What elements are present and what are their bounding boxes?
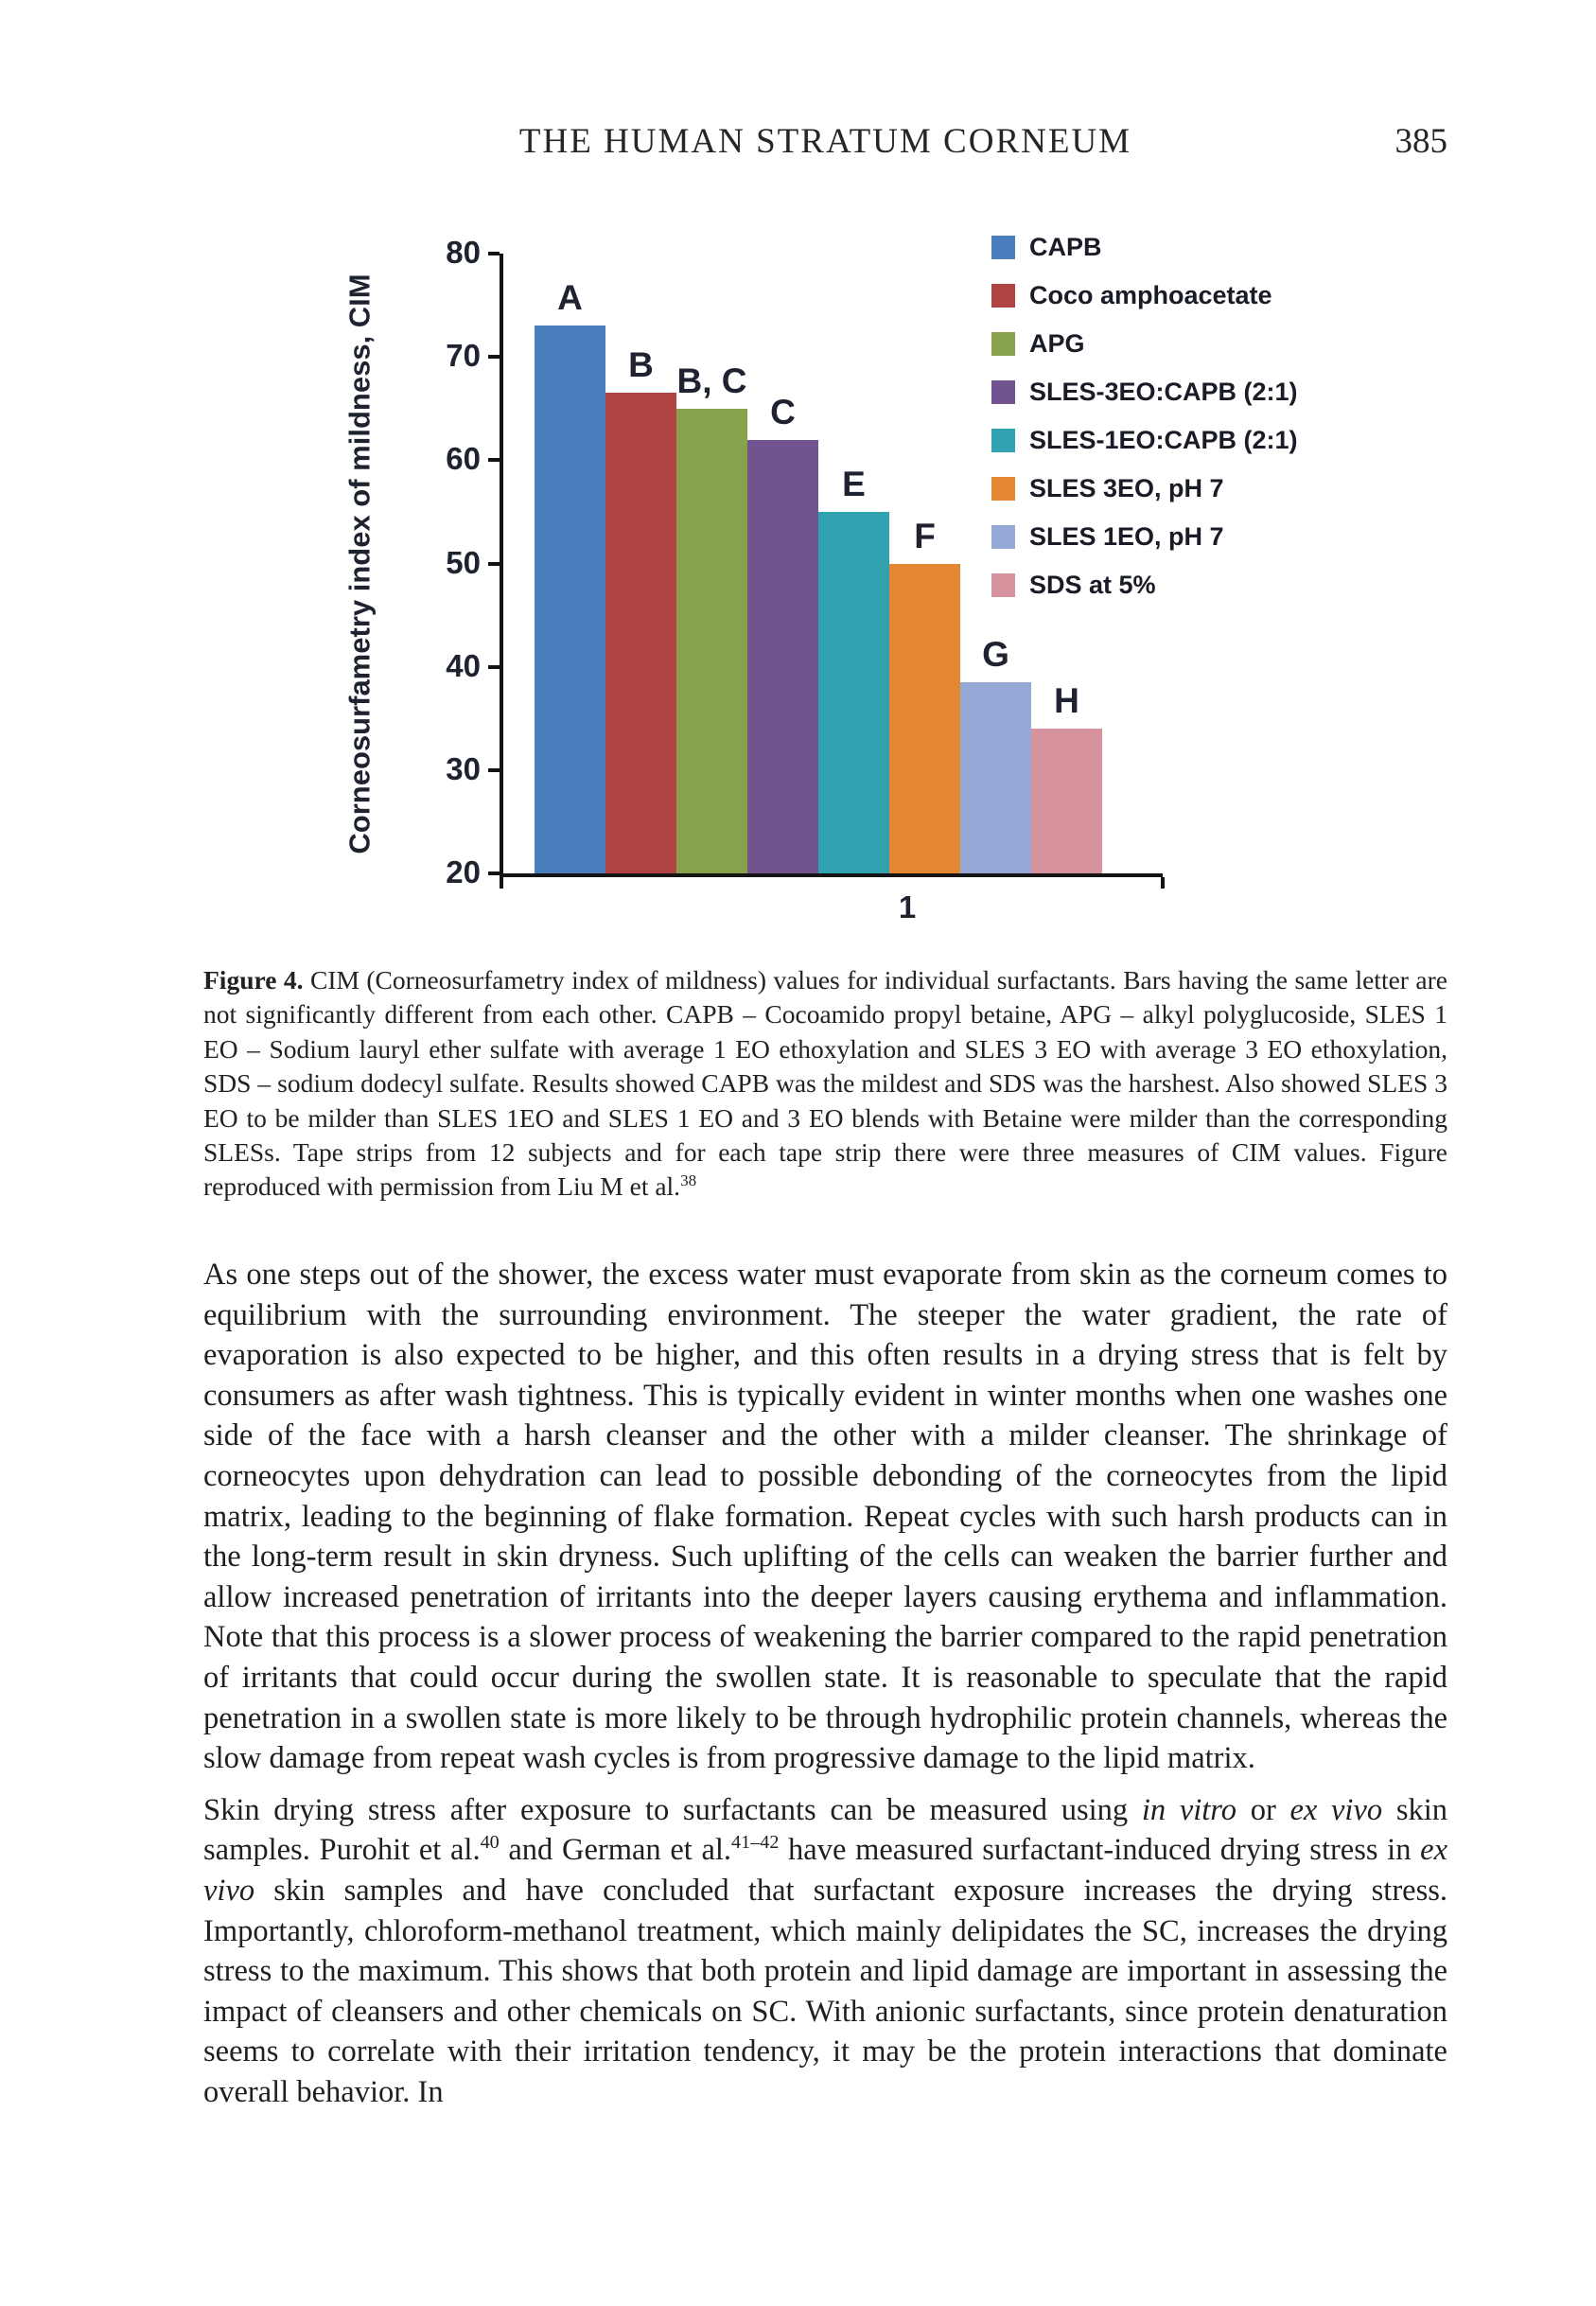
y-axis-tick-mark: [488, 458, 500, 462]
bar-sles-3eo-ph-7: [889, 564, 960, 874]
legend-item: [991, 328, 1304, 358]
legend-label: SLES-3EO:CAPB (2:1): [1029, 377, 1298, 406]
body-paragraph-1: As one steps out of the shower, the excess water must evaporate from skin as the corneum comes to equilibrium with the surrounding environment. The steeper the water gradient, the rate of evaporation is also expected to be higher, and this often results in a drying stress that is felt by consumers as after wash tightness. This is typically evident in winter months when one washes one side of the face with a harsh cleanser and the other with a milder cleanser. The shrinkage of corneocytes upon dehydration can lead to possible debonding of the corneocytes from the lipid matrix, leading to the beginning of flake formation. Repeat cycles with such harsh products can in the long-term result in skin dryness. Such uplifting of the cells can weaken the barrier further and allow increased penetration of irritants into the deeper layers causing erythema and inflammation. Note that this process is a slower process of weakening the barrier compared to the rapid penetration of irritants that could occur during the swollen state. It is reasonable to speculate that the rapid penetration in a swollen state is more likely to be through hydrophilic protein channels, whereas the slow damage from repeat wash cycles is from progressive damage to the lipid matrix.: [203, 1258, 1447, 1776]
running-head-title: THE HUMAN STRATUM CORNEUM: [518, 122, 1132, 161]
bar-significance-letter: F: [914, 516, 936, 555]
legend-swatch-icon: [991, 477, 1015, 501]
figure-caption: [203, 963, 1447, 1205]
figure-4-bar-chart: [343, 216, 1315, 937]
x-axis-right-tick: [1161, 877, 1165, 889]
y-axis-tick-mark: [488, 355, 500, 359]
bar-significance-letter: A: [557, 278, 583, 318]
bar-significance-letter: G: [982, 635, 1009, 675]
legend-swatch-icon: [991, 380, 1015, 404]
y-axis-tick-label: 20: [446, 854, 481, 889]
legend-label: SLES 3EO, pH 7: [1029, 473, 1224, 502]
legend-label: APG: [1029, 328, 1085, 358]
legend-label: SDS at 5%: [1029, 570, 1156, 599]
legend-item: [991, 425, 1304, 454]
text-run: skin samples. Purohit et al.: [203, 1792, 1448, 1868]
legend-swatch-icon: [991, 525, 1015, 549]
figure-caption-label: Figure 4.: [203, 965, 304, 995]
reference-superscript: 40: [480, 1832, 500, 1854]
bar-sles-1eo-ph-7: [960, 682, 1031, 873]
y-axis-tick-label: 70: [446, 338, 481, 374]
text-run: have measured surfactant-induced drying stress in: [779, 1833, 1421, 1868]
legend-item: [991, 379, 1304, 404]
legend-item: [991, 521, 1304, 551]
legend-swatch-icon: [991, 573, 1015, 597]
y-axis-tick-label: 30: [446, 750, 481, 786]
legend-item: [991, 572, 1304, 597]
figure-caption-text: CIM (Corneosurfametry index of mildness) values for individual surfactants. Bars having the same letter are not significantly different from each other. CAPB – Cocoamido propyl betaine, APG – alkyl polyglucoside, SLES 1 EO – Sodium lauryl ether sulfate with average 1 EO ethoxylation and SLES 3 EO with average 3 EO ethoxylation, SDS – sodium dodecyl sulfate. Results showed CAPB was the mildest and SDS was the harshest. Also showed SLES 3 EO to be milder than SLES 1EO and SLES 1 EO and 3 EO blends with Betaine were milder than the corresponding SLESs. Tape strips from 12 subjects and for each tape strip there were three measures of CIM values. Figure reproduced with permission from Liu M et al.: [203, 965, 1447, 1202]
x-axis-left-tick: [500, 877, 503, 889]
bar-sles-3eo-capb-2-1: [747, 440, 818, 874]
legend-swatch-icon: [991, 332, 1015, 356]
y-axis-tick-label: 40: [446, 647, 481, 683]
y-axis-tick-mark: [488, 252, 500, 255]
y-axis-tick-label: 80: [446, 235, 481, 270]
italic-term: ex vivo: [1289, 1792, 1383, 1827]
legend-swatch-icon: [991, 284, 1015, 308]
body-paragraph-2: [203, 1790, 1447, 2113]
legend-label: CAPB: [1029, 232, 1102, 261]
legend-swatch-icon: [991, 429, 1015, 452]
y-axis-tick-mark: [488, 871, 500, 875]
y-axis-tick-mark: [488, 562, 500, 566]
bar-significance-letter: E: [842, 464, 866, 503]
text-run: or: [1236, 1792, 1290, 1827]
y-axis-tick-label: 60: [446, 441, 481, 477]
chart-legend: [991, 232, 1304, 621]
italic-term: ex vivo: [203, 1833, 1447, 1908]
italic-term: in vitro: [1141, 1792, 1237, 1827]
y-axis-tick-mark: [488, 665, 500, 669]
page-number: 385: [1394, 122, 1447, 161]
bar-coco-amphoacetate: [605, 393, 676, 873]
x-axis-tick-label: 1: [898, 889, 917, 924]
bar-sles-1eo-capb-2-1: [818, 512, 889, 873]
y-axis-label: Corneosurfametry index of mildness, CIM: [343, 273, 377, 854]
legend-label: SLES-1EO:CAPB (2:1): [1029, 425, 1298, 454]
text-run: skin samples and have concluded that surfactant exposure increases the drying stress. Importantly, chloroform-methanol treatment, which mainly delipidates the SC, increases the drying stress to the maximum. This shows that both protein and lipid damage are important in assessing the impact of cleansers and other chemicals on SC. With anionic surfactants, since protein denaturation seems to correlate with their irritation tendency, it may be the protein interactions that dominate overall behavior. In: [203, 1873, 1447, 2109]
y-axis-tick-mark: [488, 768, 500, 772]
bar-significance-letter: B: [628, 345, 654, 385]
bar-significance-letter: H: [1054, 681, 1079, 721]
text-run: Skin drying stress after exposure to surfactants can be measured using: [203, 1792, 1142, 1827]
bar-significance-letter: B, C: [676, 361, 747, 400]
caption-reference-superscript: 38: [680, 1171, 697, 1190]
legend-item: [991, 280, 1304, 309]
legend-item: [991, 473, 1304, 502]
reference-superscript: 41–42: [731, 1832, 780, 1854]
bar-capb: [535, 326, 605, 873]
legend-swatch-icon: [991, 236, 1015, 259]
legend-label: SLES 1EO, pH 7: [1029, 521, 1224, 551]
body-text: [203, 1255, 1447, 2123]
y-axis-tick-label: 50: [446, 544, 481, 580]
bar-sds-at-5: [1031, 729, 1102, 873]
text-run: and German et al.: [499, 1833, 732, 1868]
bar-significance-letter: C: [770, 392, 796, 431]
bar-apg: [676, 409, 747, 873]
legend-item: [991, 232, 1304, 261]
legend-label: Coco amphoacetate: [1029, 280, 1272, 309]
